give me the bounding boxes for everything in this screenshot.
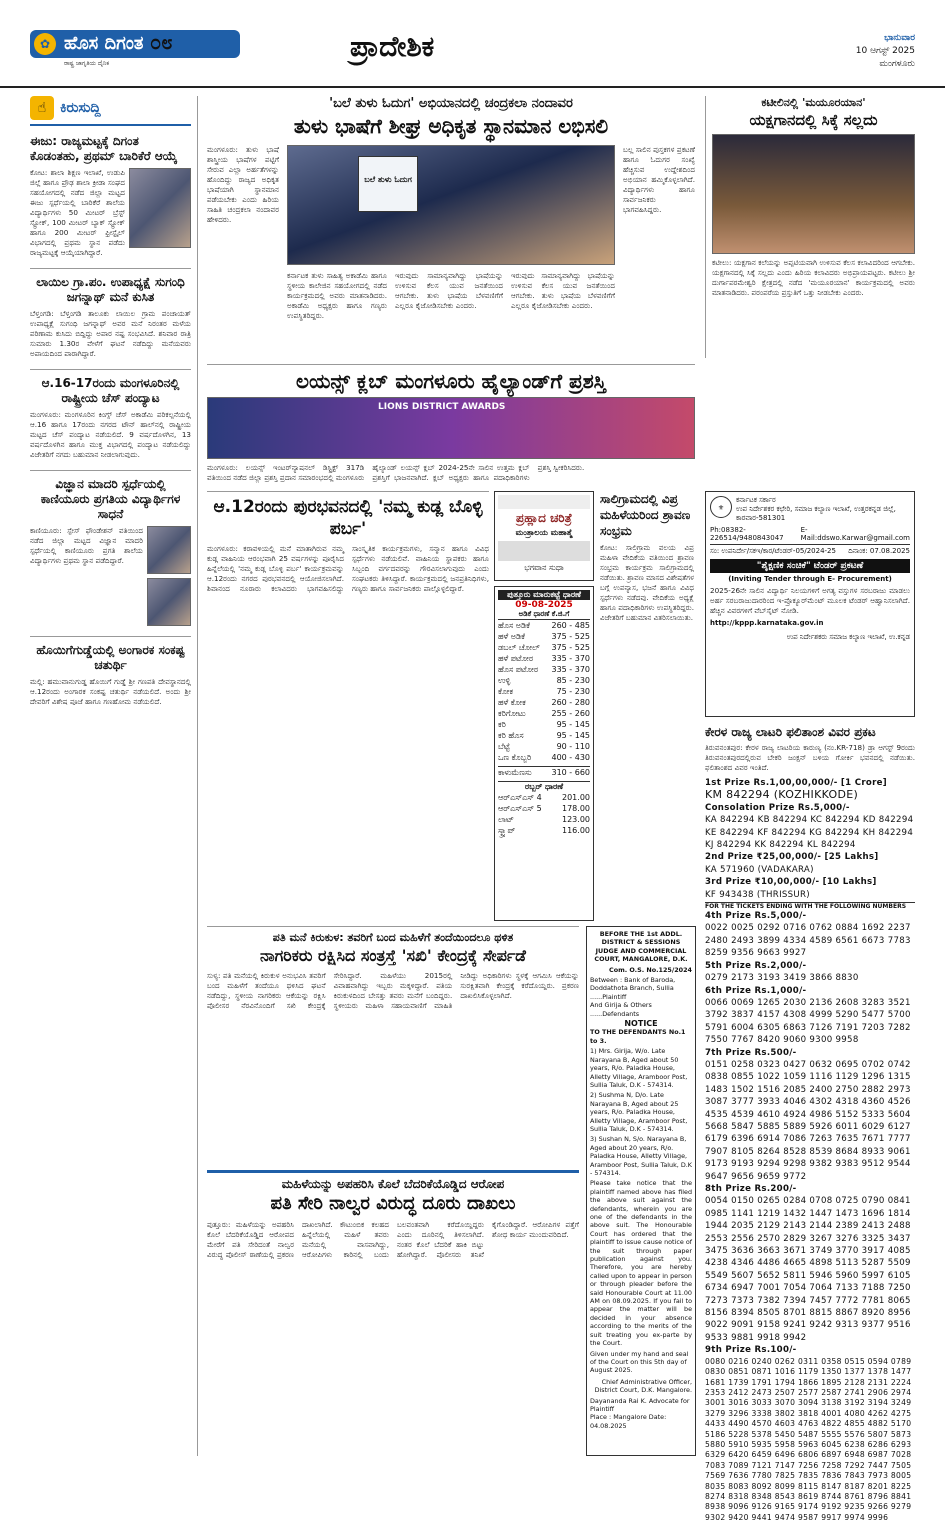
story2-headline[interactable]: ಲಾಯಿಲ ಗ್ರಾ.ಪಂ. ಉಪಾಧ್ಯಕ್ಷೆ ಸುಗಂಧಿ ಜಗನ್ನಾಥ್ ಮನೆ ಕುಸಿತ [30, 268, 191, 305]
market-rates [494, 586, 594, 921]
city-label: ಮಂಗಳೂರು [879, 59, 915, 69]
rate-label: ಕರಿಗೋಟು [498, 709, 526, 718]
rate-row [498, 653, 590, 664]
rate-label: ಹೊಸ ಅಡಿಕೆ [498, 621, 530, 630]
sakhi-story [207, 926, 579, 1164]
rate-row [498, 752, 590, 763]
rate-row [498, 730, 590, 741]
lottery-fourth-prize: 4th Prize Rs.5,000/- [705, 911, 807, 922]
sakhi-headline[interactable]: ನಾಗರಿಕರು ರಕ್ಷಿಸಿದ ಸಂತ್ರಸ್ತೆ 'ಸಖಿ' ಕೇಂದ್ರಕ್ಕೆ ಸೇರ್ಪಡೆ [260, 946, 526, 965]
left-column [30, 96, 198, 1456]
tender-number: ಸಂ: ಉಪನಿರ್ದೇ/ಸಕಇ/ಕಾರ/ಟೆಂಡರ್-05/2024-25 [710, 547, 836, 555]
rate-value: 400 - 430 [551, 753, 590, 762]
tender-ad[interactable] [705, 491, 915, 717]
rate-value: 85 - 230 [556, 676, 590, 685]
court-given: Given under my hand and seal of the Court on this 5th day of August 2025. [590, 1349, 689, 1375]
lottery-second-prize: 2nd Prize ₹25,00,000/- [25 Lakhs] [705, 852, 879, 863]
court-to: TO THE DEFENDANTS No.1 to 3. [590, 1028, 686, 1045]
tender-header: ಕರ್ನಾಟಕ ಸರ್ಕಾರ [736, 496, 776, 504]
lottery-second-number: KA 571960 (VADAKARA) [705, 864, 814, 875]
tender-email: E-Mail:ddswo.Karwar@gmail.com [800, 526, 910, 542]
court-notice-heading: NOTICE [624, 1019, 658, 1029]
rate-row [498, 814, 590, 825]
sakhi-body: ಸುಳ್ಯ: ಪತಿ ಮನೆಯಲ್ಲಿ ಕಿರುಕುಳ ಅನುಭವಿಸಿ ತವರಿಗೆ ಬಂದ ಮಹಿಳೆಗೆ ತಂದೆಯೂ ಥಳಿಸಿದ ಘಟನೆ ನಡೆದಿದ್ದು, ಸ್ಥಳೀಯ ನಾಗರಿಕರು ಆಕೆಯನ್ನು ರಕ್ಷಿಸಿ ಪೊಲೀಸರ ನೆರವಿನೊಂದಿಗೆ ಸಖಿ ಕೇಂದ್ರಕ್ಕೆ ಸೇರಿಸಿದ್ದಾರೆ. ಮಹಿಳೆಯು 2015ರಲ್ಲಿ ವಿವಾಹವಾಗಿದ್ದು ಇಬ್ಬರು ಮಕ್ಕಳಿದ್ದಾರೆ. ಪತಿಯ ಕಿರುಕುಳದಿಂದ ಬೇಸತ್ತು ತವರು ಮನೆಗೆ ಬಂದಿದ್ದರು. ಸ್ಥಳೀಯರು ಮಹಿಳಾ ಸಹಾಯವಾಣಿಗೆ ಮಾಹಿತಿ ನೀಡಿದ್ದು ಅಧಿಕಾರಿಗಳು ಸ್ಥಳಕ್ಕೆ ಆಗಮಿಸಿ ಆಕೆಯನ್ನು ಸುರಕ್ಷಿತವಾಗಿ ಕೇಂದ್ರಕ್ಕೆ ಕರೆದೊಯ್ದರು. ಪ್ರಕರಣ ದಾಖಲಿಸಿಕೊಳ್ಳಲಾಗಿದೆ. [207, 971, 579, 1010]
story4 [30, 526, 191, 626]
student-photo [147, 578, 191, 626]
rate-label: ಹೊಸ ಪಟೋರ [498, 665, 539, 674]
rate-value: 375 - 525 [551, 643, 590, 652]
court-place-date: Place : Mangalore Date: 04.08.2025 [590, 1413, 667, 1430]
event-banner: ಬಲೆ ತುಳು ಓದುಗ [358, 156, 418, 212]
rate-row [498, 631, 590, 642]
lottery-seventh-numbers: 0151 0258 0323 0427 0632 0695 0702 0742 0838 0855 1022 1059 1116 1129 1296 1315 1483 1502 1516 2085 2400 2750 2882 2973 3087 3777 3933 4046 4302 4318 4360 4526 4535 4539 4610 4924 4986 5152 5333 5604 5668 5847 5885 5889 5926 6011 6029 6127 6179 6396 6914 7086 7263 7635 7671 7777 7907 8105 8264 8528 8539 8684 8933 9061 9173 9193 9294 9298 9382 9383 9512 9544 9647 9656 9659 9772 [705, 1059, 911, 1182]
story1 [30, 168, 191, 258]
lions-story [207, 364, 695, 486]
rate-row [498, 675, 590, 686]
court-case: Com. O.S. No.125/2024 [609, 965, 692, 974]
sakhi-kicker: ಪತಿ ಮನೆ ಕಿರುಕುಳ: ತವರಿಗೆ ಬಂದ ಮಹಿಳೆಗೆ ತಂದೆಯಿಂದಲೂ ಥಳಿತ [272, 931, 514, 944]
lottery-eighth-numbers: 0054 0150 0265 0284 0708 0725 0790 0841 0985 1141 1219 1432 1447 1473 1696 1814 1944 2035 2129 2143 2144 2389 2413 2488 2553 2556 2570 2829 3267 3276 3325 3437 3475 3636 3663 3671 3749 3770 3917 4085 4238 4346 4486 4665 4898 5113 5287 5509 5549 5607 5652 5811 5946 5960 5997 6105 6734 6947 7001 7054 7064 7133 7188 7250 7273 7373 7382 7394 7457 7772 7781 8065 8156 8394 8505 8701 8815 8867 8920 8956 9022 9091 9158 9241 9242 9313 9377 9516 9533 9881 9918 9942 [705, 1196, 911, 1343]
lottery-sixth-numbers: 0066 0069 1265 2030 2136 2608 3283 3521 3792 3837 4157 4308 4999 5290 5477 5700 5791 6004 6305 6863 7126 7191 7203 7282 7550 7767 8420 9060 9300 9958 [705, 997, 911, 1046]
lottery-sixth-prize: 6th Prize Rs.1,000/- [705, 985, 807, 996]
prahlada-footer: ಭಗವಾನ ಸುಧಾ [524, 563, 564, 572]
kidnap-kicker: ಮಹಿಳೆಯನ್ನು ಅಪಹರಿಸಿ ಕೊಲೆ ಬೆದರಿಕೆಯೊಡ್ಡಿದ ಆರೋಪ [281, 1177, 505, 1191]
date-block [856, 32, 915, 71]
rate-label: ಹಳೆ ಪಟೋರ [498, 654, 534, 663]
tender-ref [710, 544, 910, 556]
rate-value: 95 - 145 [556, 731, 590, 740]
rubber-table [498, 792, 590, 836]
story2-body: ಬೆಳ್ತಂಗಡಿ: ಬೆಳ್ತಂಗಡಿ ತಾಲೂಕು ಲಾಯಿಲ ಗ್ರಾಮ ಪಂಚಾಯತ್ ಉಪಾಧ್ಯಕ್ಷೆ ಸುಗಂಧಿ ಜಗನ್ನಾಥ್ ಅವರ ಮನೆ ನಿರಂತರ ಮಳೆಯ ಪರಿಣಾಮ ಕುಸಿದು ಬಿದ್ದಿದ್ದು ಅಪಾರ ನಷ್ಟ ಸಂಭವಿಸಿದೆ. ಶನಿವಾರ ರಾತ್ರಿ ಸುಮಾರು 1.30ರ ವೇಳೆಗೆ ಘಟನೆ ನಡೆದಿದ್ದು ಮನೆಯವರು ಅಪಾಯದಿಂದ ಪಾರಾಗಿದ್ದಾರೆ. [30, 309, 191, 358]
court-officer: Chief Administrative Officer, District Court, D.K. Mangalore. [594, 1377, 692, 1395]
date-label: 10 ಆಗಸ್ಟ್ 2025 [855, 46, 915, 56]
rate-label: ಹಳೆ ಕೋಕ [498, 698, 526, 707]
rate-row [498, 708, 590, 719]
rubber-title: ರಬ್ಬರ್ ಧಾರಣೆ [498, 781, 590, 792]
yakshagana-kicker: ಕಟೀಲಿನಲ್ಲಿ 'ಮಯೂರಯಾನ' [761, 96, 866, 109]
section-title: ಪ್ರಾದೇಶಿಕ [350, 30, 435, 63]
lottery-intro: ತಿರುವನಂತಪುರ: ಕೇರಳ ರಾಜ್ಯ ಲಾಟರಿಯ ಕಾರುಣ್ಯ (ನಂ.KR-718) ಡ್ರಾ ಆಗಸ್ಟ್ 9ರಂದು ತಿರುವನಂತಪುರದಲ್ಲಿರುವ ಬೇಕರಿ ಜಂಕ್ಷನ್ ಬಳಿಯ ಗೋರ್ಕಿ ಭವನದಲ್ಲಿ ನಡೆಯಿತು. ಫಲಿತಾಂಶದ ವಿವರ ಇಂತಿದೆ. [705, 743, 915, 772]
hand-pointer-icon: ☝ [30, 96, 54, 120]
story4-headline[interactable]: ವಿಜ್ಞಾನ ಮಾದರಿ ಸ್ಪರ್ಧೆಯಲ್ಲಿ ಕಾಣಿಯೂರು ಪ್ರಗತಿಯ ವಿದ್ಯಾರ್ಥಿಗಳ ಸಾಧನೆ [30, 470, 191, 522]
purabhavana-story [207, 491, 489, 757]
lottery-ninth-numbers: 0080 0216 0240 0262 0311 0358 0515 0594 0789 0830 0851 0871 1016 1179 1350 1377 1378 1477 1681 1739 1791 1794 1866 1895 2128 2131 2224 2353 2412 2473 2507 2577 2587 2741 2906 2974 3001 3016 3033 3070 3094 3138 3192 3194 3249 3279 3296 3338 3802 3818 4001 4080 4262 4275 4433 4490 4570 4603 4763 4822 4855 4882 5170 5186 5228 5378 5450 5487 5555 5576 5807 5873 5880 5910 5935 5958 5963 6045 6238 6286 6293 6329 6420 6459 6496 6806 6897 6948 6987 7028 7083 7089 7121 7147 7256 7258 7292 7447 7505 7569 7636 7780 7825 7835 7836 7843 7973 8005 8035 8083 8092 8099 8115 8147 8187 8201 8225 8274 8318 8348 8543 8619 8744 8761 8796 8841 8938 9096 9126 9165 9174 9192 9235 9266 9279 9302 9420 9441 9474 9587 9917 9974 9996 [705, 1356, 912, 1522]
lead-body-4: ಬಲ್ಲ ಸಾಲಿನ ಪುಸ್ತಕಗಳ ಪ್ರಕಟಣೆ ಹಾಗೂ ಓದುಗರ ಸಂಖ್ಯೆ ಹೆಚ್ಚಿಸುವ ಉದ್ದೇಶದಿಂದ ಅಭಿಯಾನ ಹಮ್ಮಿಕೊಳ್ಳಲಾಗಿದೆ. ವಿದ್ಯಾರ್ಥಿಗಳು ಹಾಗೂ ಸಾರ್ವಜನಿಕರು ಭಾಗವಹಿಸಿದ್ದರು. [623, 145, 695, 214]
rate-row [498, 792, 590, 803]
lottery-seventh-prize: 7th Prize Rs.500/- [705, 1047, 797, 1058]
lead-body-3: ಇರುವುದು ಸಾಮಾನ್ಯವಾಗಿದ್ದು ಭಾಷೆಯನ್ನು ಉಳಿಸುವ ಕೆಲಸ ಯುವ ಜನತೆಯಿಂದ ಆಗಬೇಕು. ತುಳು ಭಾಷೆಯ ಬೆಳವಣಿಗೆಗೆ ಎಲ್ಲರೂ ಕೈಜೋಡಿಸಬೇಕು ಎಂದರು. [395, 271, 503, 310]
lottery-consolation: Consolation Prize Rs.5,000/- [705, 802, 850, 813]
kidnap-story [207, 1170, 579, 1456]
kidnap-headline[interactable]: ಪತಿ ಸೇರಿ ನಾಲ್ವರ ವಿರುದ್ಧ ದೂರು ದಾಖಲು [270, 1193, 516, 1214]
lions-headline[interactable]: ಲಯನ್ಸ್ ಕ್ಲಬ್ ಮಂಗಳೂರು ಹೈಲ್ಯಾಂಡ್‌ಗೆ ಪ್ರಶಸ್ತಿ [295, 369, 606, 393]
lottery-fifth-numbers: 0279 2173 3193 3419 3866 8830 [705, 973, 859, 984]
brief-header [30, 96, 191, 126]
rate-value: 95 - 145 [556, 720, 590, 729]
market-table [498, 620, 590, 763]
rate-label: ಕರಿ ಹೊಸ [498, 731, 524, 740]
story5-headline[interactable]: ಹೊಯಿಗೆಗುಡ್ಡೆಯಲ್ಲಿ ಅಂಗಾರಕ ಸಂಕಷ್ಟ ಚತುರ್ಥಿ [30, 636, 191, 673]
rate-row [498, 686, 590, 697]
lead-body-3b: ಇರುವುದು ಸಾಮಾನ್ಯವಾಗಿದ್ದು ಭಾಷೆಯನ್ನು ಉಳಿಸುವ ಕೆಲಸ ಯುವ ಜನತೆಯಿಂದ ಆಗಬೇಕು. ತುಳು ಭಾಷೆಯ ಬೆಳವಣಿಗೆಗೆ ಎಲ್ಲರೂ ಕೈಜೋಡಿಸಬೇಕು ಎಂದರು. [511, 271, 615, 310]
tender-date: ದಿನಾಂಕ: 07.08.2025 [848, 547, 910, 555]
story1-photo [129, 168, 191, 248]
tender-title: "ಶೈಕ್ಷಣಿಕ ಸಂಚಿಕೆ" ಟೆಂಡರ್ ಪ್ರಕಟಣೆ [710, 559, 910, 573]
story4-photos [147, 526, 191, 626]
lottery-fifth-prize: 5th Prize Rs.2,000/- [705, 960, 807, 971]
newspaper-logo[interactable] [30, 30, 240, 80]
rate-row [498, 803, 590, 814]
rate-value: 75 - 230 [556, 687, 590, 696]
rate-value: 90 - 110 [556, 742, 590, 751]
story3-headline[interactable]: ಆ.16-17ರಂದು ಮಂಗಳೂರಿನಲ್ಲಿ ರಾಷ್ಟ್ರೀಯ ಚೆಸ್ ಪಂದ್ಯಾಟ [30, 369, 191, 406]
story4-body: ಕಾಣಿಯೂರು: ಸ್ಪೇಸ್ ಫೌಂಡೇಶನ್ ವತಿಯಿಂದ ನಡೆದ ಜಿಲ್ಲಾ ಮಟ್ಟದ ವಿಜ್ಞಾನ ಮಾದರಿ ಸ್ಪರ್ಧೆಯಲ್ಲಿ ಕಾಣಿಯೂರು ಪ್ರಗತಿ ಶಾಲೆಯ ವಿದ್ಯಾರ್ಥಿಗಳು ಪ್ರಥಮ ಸ್ಥಾನ ಪಡೆದಿದ್ದಾರೆ. [30, 526, 143, 565]
prahlada-subtitle: ಮಂತ್ರಾಲಯ ಮಹಾತ್ಮೆ [515, 528, 573, 537]
student-photo [147, 526, 191, 574]
rate-row [498, 620, 590, 631]
rate-row [498, 697, 590, 708]
lead-kicker: 'ಬಲೆ ತುಳು ಓದುಗ' ಅಭಿಯಾನದಲ್ಲಿ ಚಂದ್ರಕಲಾ ನಂದಾವರ [329, 96, 573, 111]
logo-emblem-icon: ✿ [34, 33, 56, 55]
market-date: 09-08-2025 [515, 600, 573, 610]
lottery-consolation-numbers: KA 842294 KB 842294 KC 842294 KD 842294 KE 842294 KF 842294 KG 842294 KH 842294 KJ 842294 KK 842294 KL 842294 [705, 815, 914, 851]
yakshagana-body: ಕಟೀಲು: ಯಕ್ಷಗಾನ ಕಲೆಯನ್ನು ಅಪ್ಪಟಿಯವಾಗಿ ಉಳಿಸುವ ಕೆಲಸ ಕಲಾವಿದರಿಂದ ಆಗಬೇಕು. ಯಕ್ಷಗಾನದಲ್ಲಿ ಸಿಕ್ಕೆ ಸಲ್ಲದು ಎಂದು ಹಿರಿಯ ಕಲಾವಿದರು ಅಭಿಪ್ರಾಯಪಟ್ಟರು. ಕಟೀಲು ಶ್ರೀ ದುರ್ಗಾಪರಮೇಶ್ವರಿ ಕ್ಷೇತ್ರದಲ್ಲಿ ನಡೆದ 'ಮಯೂರಯಾನ' ಕಾರ್ಯಕ್ರಮದಲ್ಲಿ ಅವರು ಮಾತನಾಡಿದರು. ಪರಂಪರೆಯ ಪ್ರಸ್ತುತಿಗೆ ಒತ್ತು ನೀಡಬೇಕು ಎಂದರು. [712, 258, 915, 297]
lottery-fourth-numbers: 0022 0025 0292 0716 0762 0884 1692 2237 2480 2493 3899 4334 4589 6561 6673 7783 8259 9356 9663 9927 [705, 923, 911, 959]
lottery-first-prize: 1st Prize Rs.1,00,00,000/- [1 Crore] [705, 778, 887, 788]
masthead [0, 0, 945, 88]
market-subtitle: ಅಡಿಕೆ ಧಾರಣೆ ಕೆ.ಜಿ.ಗೆ [498, 610, 590, 620]
court-title: BEFORE THE 1st ADDL. DISTRICT & SESSIONS JUDGE AND COMMERCIAL COURT, MANGALORE, D.K. [594, 930, 688, 964]
pepper-row [498, 766, 590, 778]
rate-label: ಸ್ಕ್ರ್ಯಾಪ್ [498, 826, 516, 835]
rate-value: 201.00 [562, 793, 590, 802]
yakshagana-photo [712, 134, 915, 254]
logo-title: ಹೊಸ ದಿಗಂತ [30, 30, 240, 58]
lead-body-2: ಕರ್ನಾಟಕ ತುಳು ಸಾಹಿತ್ಯ ಅಕಾಡೆಮಿ ಹಾಗೂ ಸ್ಥಳೀಯ ಕಾಲೇಜಿನ ಸಹಯೋಗದಲ್ಲಿ ನಡೆದ ಕಾರ್ಯಕ್ರಮದಲ್ಲಿ ಅವರು ಮಾತನಾಡಿದರು. ಅಕಾಡೆಮಿ ಅಧ್ಯಕ್ಷರು ಹಾಗೂ ಗಣ್ಯರು ಉಪಸ್ಥಿತರಿದ್ದರು. [287, 271, 387, 320]
tender-office: ಉಪ ನಿರ್ದೇಶಕರ ಕಛೇರಿ, ಸಮಾಜ ಕಲ್ಯಾಣ ಇಲಾಖೆ, ಉತ್ತರಕನ್ನಡ ಜಿಲ್ಲೆ, ಕಾರವಾರ-581301 [736, 505, 896, 522]
lead-body-1: ಮಂಗಳೂರು: ತುಳು ಭಾಷೆ ಶಾಸ್ತ್ರೀಯ ಭಾಷೆಗಳ ಪಟ್ಟಿಗೆ ಸೇರುವ ಎಲ್ಲಾ ಅರ್ಹತೆಗಳನ್ನು ಹೊಂದಿದ್ದು ರಾಜ್ಯದ ಅಧಿಕೃತ ಭಾಷೆಯಾಗಿ ಸ್ಥಾನಮಾನ ಪಡೆಯಬೇಕು ಎಂದು ಹಿರಿಯ ಸಾಹಿತಿ ಚಂದ್ರಕಲಾ ನಂದಾವರ ಹೇಳಿದರು. [207, 145, 279, 224]
lions-banner: LIONS DISTRICT AWARDS [378, 402, 506, 412]
rate-value: 335 - 370 [551, 654, 590, 663]
rate-row [498, 825, 590, 836]
lottery-first-number: KM 842294 (KOZHIKKODE) [705, 788, 859, 802]
lottery-ninth-prize: 9th Prize Rs.100/- [705, 1345, 797, 1356]
lead-photo [287, 145, 615, 265]
court-and: And Girija & Others ......Defendants [590, 1001, 652, 1018]
tender-body: 2025-26ನೇ ಸಾಲಿನ ವಿದ್ಯಾರ್ಥಿ ನಿಲಯಗಳಿಗೆ ಅಗತ್ಯ ವಸ್ತುಗಳ ಸರಬರಾಜು ಮಾಡಲು ಅರ್ಹ ಸರಬರಾಜುದಾರರಿಂದ ಇ-ಪ್ರೊಕ್ಯೂರ್‌ಮೆಂಟ್ ಮೂಲಕ ಟೆಂಡರ್ ಆಹ್ವಾನಿಸಲಾಗಿದೆ. ಹೆಚ್ಚಿನ ವಿವರಗಳಿಗೆ ವೆಬ್‌ಸೈಟ್ ನೋಡಿ. [710, 586, 910, 615]
pepper-label: ಕಾಳುಮೆಣಸು [498, 768, 532, 777]
tender-signatory: ಉಪ ನಿರ್ದೇಶಕರು ಸಮಾಜ ಕಲ್ಯಾಣ ಇಲಾಖೆ, ಉ.ಕನ್ನಡ [786, 633, 910, 641]
story5-body: ಮಲ್ಲಿ: ಹಮುವಾನುಗುಡ್ಡ ಹೊಯಿಗೆ ಗುಡ್ಡೆ ಶ್ರೀ ಗಣಪತಿ ದೇವಸ್ಥಾನದಲ್ಲಿ ಆ.12ರಂದು ಅಂಗಾರಕ ಸಂಕಷ್ಟ ಚತುರ್ಥಿ ನಡೆಯಲಿದೆ. ಅಂದು ಶ್ರೀ ದೇವರಿಗೆ ವಿಶೇಷ ಪೂಜೆ ಹಾಗೂ ಗಣಹೋಮ ನಡೆಯಲಿದೆ. [30, 677, 191, 706]
lottery-results [705, 724, 915, 1522]
lions-photo [207, 397, 695, 459]
tender-header-row [710, 496, 910, 523]
lottery-third-number: KF 943438 (THRISSUR) [705, 889, 810, 900]
lottery-third-prize: 3rd Prize ₹10,00,000/- [10 Lakhs] [705, 877, 877, 888]
rate-value: 116.00 [562, 826, 590, 835]
tender-title-en: (Inviting Tender through E- Procurement) [728, 575, 892, 583]
rate-label: ಆರ್‌ಎಸ್‌ಎಸ್ 4 [498, 793, 542, 802]
rate-label: ಒಣ ಕೊಬ್ಬರಿ [498, 753, 532, 762]
lottery-eighth-prize: 8th Prize Rs.200/- [705, 1184, 797, 1194]
rate-value: 123.00 [562, 815, 590, 824]
lottery-endings-note: FOR THE TICKETS ENDING WITH THE FOLLOWING NUMBERS [705, 902, 915, 910]
saligrama-body: ಕೋಟ: ಸಾಲಿಗ್ರಾಮ ವಲಯ ವಿಪ್ರ ಮಹಿಳಾ ವೇದಿಕೆಯ ವತಿಯಿಂದ ಶ್ರಾವಣ ಸಂಭ್ರಮ ಕಾರ್ಯಕ್ರಮ ಸಾಲಿಗ್ರಾಮದಲ್ಲಿ ನಡೆಯಿತು. ಶ್ರಾವಣ ಮಾಸದ ವಿಶೇಷತೆಗಳ ಬಗ್ಗೆ ಉಪನ್ಯಾಸ, ಭಜನೆ ಹಾಗೂ ವಿವಿಧ ಸ್ಪರ್ಧೆಗಳು ನಡೆದವು. ವೇದಿಕೆಯ ಅಧ್ಯಕ್ಷೆ ಹಾಗೂ ಪದಾಧಿಕಾರಿಗಳು ಉಪಸ್ಥಿತರಿದ್ದರು. ವಿಜೇತರಿಗೆ ಬಹುಮಾನ ವಿತರಿಸಲಾಯಿತು. [600, 543, 694, 622]
lottery-title[interactable]: ಕೇರಳ ರಾಜ್ಯ ಲಾಟರಿ ಫಲಿತಾಂಶ ವಿವರ ಪ್ರಕಟ [705, 725, 876, 739]
rate-label: ಹಳೆ ಅಡಿಕೆ [498, 632, 525, 641]
court-between: Between : Bank of Baroda, Doddathota Branch, Sullia ......Plaintiff [590, 976, 676, 1001]
kidnap-body: ಪುತ್ತೂರು: ಮಹಿಳೆಯನ್ನು ಅಪಹರಿಸಿ ಕೊಲೆ ಬೆದರಿಕೆಯೊಡ್ಡಿದ ಆರೋಪದ ಮೇರೆಗೆ ಪತಿ ಸೇರಿದಂತೆ ನಾಲ್ವರ ವಿರುದ್ಧ ಪೊಲೀಸ್ ಠಾಣೆಯಲ್ಲಿ ಪ್ರಕರಣ ದಾಖಲಾಗಿದೆ. ಕೌಟುಂಬಿಕ ಕಲಹದ ಹಿನ್ನೆಲೆಯಲ್ಲಿ ಮಹಿಳೆ ತವರು ಮನೆಯಲ್ಲಿ ವಾಸವಾಗಿದ್ದು, ಆರೋಪಿಗಳು ಕಾರಿನಲ್ಲಿ ಬಂದು ಬಲವಂತವಾಗಿ ಕರೆದೊಯ್ದಿದ್ದರು ಎಂದು ದೂರಿನಲ್ಲಿ ತಿಳಿಸಲಾಗಿದೆ. ನಂತರ ಕೊಲೆ ಬೆದರಿಕೆ ಹಾಕಿ ಬಿಟ್ಟು ಹೋಗಿದ್ದಾರೆ. ಪೊಲೀಸರು ತನಿಖೆ ಕೈಗೊಂಡಿದ್ದಾರೆ. ಆರೋಪಿಗಳ ಪತ್ತೆಗೆ ಶೋಧ ಕಾರ್ಯ ಮುಂದುವರಿದಿದೆ. [207, 1220, 579, 1259]
court-body: Please take notice that the plaintiff named above has filed the above suit against the defendants, wherein you are one of the defendants in the above suit. The Honourable Court has ordered that the plaintiff to issue cause notice of the suit through paper publication against you. Therefore, you are hereby called upon to appear in person or through pleader before the said Honourable Court at 11.00 AM on 08.09.2025. If you fail to appear the matter will be decided in your absence according to the merits of the suit treating you ex-parte by the Court. [590, 1179, 692, 1348]
tender-phone: Ph:08382-226514/9480843047 [710, 526, 784, 542]
purabhavana-body: ಮಂಗಳೂರು: ಕರಾವಳಿಯಲ್ಲಿ ಮನೆ ಮಾತಾಗಿರುವ ನಮ್ಮ ಕುಡ್ಲ ವಾಹಿನಿಯ ಆರಂಭವಾಗಿ 25 ವರ್ಷಗಳನ್ನು ಪೂರೈಸಿದ ಹಿನ್ನೆಲೆಯಲ್ಲಿ 'ನಮ್ಮ ಕುಡ್ಲ ಬೊಳ್ಳಿ ಪರ್ಬ' ಕಾರ್ಯಕ್ರಮವನ್ನು ಆ.12ರಂದು ನಗರದ ಪುರಭವನದಲ್ಲಿ ಆಯೋಜಿಸಲಾಗಿದೆ. ಶಿವಾನಂದ ನೂರಾರು ಕಲಾವಿದರು ಭಾಗವಹಿಸಲಿದ್ದು ಸಾಂಸ್ಕೃತಿಕ ಕಾರ್ಯಕ್ರಮಗಳು, ಸನ್ಮಾನ ಹಾಗೂ ವಿವಿಧ ಸ್ಪರ್ಧೆಗಳು ನಡೆಯಲಿವೆ. ವಾಹಿನಿಯ ಸ್ಥಾಪಕರು ಹಾಗೂ ಸಿಬ್ಬಂದಿ ವರ್ಗದವರನ್ನು ಗೌರವಿಸಲಾಗುವುದು ಎಂದು ಸಂಘಟಕರು ತಿಳಿಸಿದ್ದಾರೆ. ಕಾರ್ಯಕ್ರಮದಲ್ಲಿ ಜನಪ್ರತಿನಿಧಿಗಳು, ಗಣ್ಯರು ಹಾಗೂ ಸಾರ್ವಜನಿಕರು ಪಾಲ್ಗೊಳ್ಳಲಿದ್ದಾರೆ. [207, 544, 489, 593]
rate-row [498, 719, 590, 730]
rate-value: 260 - 280 [551, 698, 590, 707]
rate-row [498, 642, 590, 653]
court-advocate: Dayananda Rai K. Advocate for Plaintiff [590, 1396, 690, 1413]
page-number: ೦೮ [150, 30, 173, 54]
purabhavana-headline[interactable]: ಆ.12ರಂದು ಪುರಭವನದಲ್ಲಿ 'ನಮ್ಮ ಕುಡ್ಲ ಬೊಳ್ಳಿ ಪರ್ಬ' [213, 497, 483, 539]
rate-label: ಆರ್‌ಎಸ್‌ಎಸ್ 5 [498, 804, 542, 813]
rate-value: 375 - 525 [551, 632, 590, 641]
rate-label: ಕರಿ [498, 720, 506, 729]
government-emblem-icon: ⚜ [710, 496, 732, 518]
story1-headline[interactable]: ಈಜು: ರಾಜ್ಯಮಟ್ಟಕ್ಕೆ ದಿಗಂತ ಕೊಡಂತಹು, ಪ್ರಥಮ್ ಬಾರಿಕೆರೆ ಆಯ್ಕೆ [30, 134, 178, 163]
tender-website[interactable]: http://kppp.karnataka.gov.in [710, 619, 824, 627]
rate-label: ಬೆಟ್ಟೆ [498, 742, 510, 751]
story3-body: ಮಂಗಳೂರು: ಮಂಗಳೂರಿನ ಕಿಂಗ್ಸ್ ಚೆಸ್ ಅಕಾಡೆಮಿ ಪರಿಕಲ್ಪನೆಯಲ್ಲಿ ಆ.16 ಹಾಗೂ 17ರಂದು ನಗರದ ಟೌನ್ ಹಾಲ್‌ನಲ್ಲಿ ರಾಷ್ಟ್ರೀಯ ಮಟ್ಟದ ಚೆಸ್ ಪಂದ್ಯಾಟ ನಡೆಯಲಿದೆ. 9 ವರ್ಷದೊಳಗಿನ, 13 ವರ್ಷದೊಳಗಿನ ಹಾಗೂ ಮುಕ್ತ ವಿಭಾಗದಲ್ಲಿ ಪಂದ್ಯಾಟ ನಡೆಯಲಿದ್ದು ವಿಜೇತರಿಗೆ ನಗದು ಬಹುಮಾನ ನೀಡಲಾಗುವುದು. [30, 410, 191, 459]
lead-story [207, 96, 695, 358]
rate-value: 178.00 [562, 804, 590, 813]
logo-subtitle: ರಾಷ್ಟ್ರ ಜಾಗೃತಿಯ ದೈನಿಕ [64, 60, 110, 67]
saligrama-headline[interactable]: ಸಾಲಿಗ್ರಾಮದಲ್ಲಿ ವಿಪ್ರ ಮಹಿಳೆಯರಿಂದ ಶ್ರಾವಣ ಸಂಭ್ರಮ [600, 492, 691, 538]
prahlada-title: ಪ್ರಹ್ಲಾದ ಚರಿತ್ರೆ [515, 511, 572, 525]
court-defendant-3: 3) Sushan N, S/o. Narayana B, Aged about 20 years, R/o. Paladka House, Alletty Village, Aramboor Post, Sullia Taluk, D.K - 574314. [590, 1135, 692, 1177]
tender-contact [710, 526, 910, 542]
court-notice[interactable] [586, 926, 696, 1456]
yakshagana-headline[interactable]: ಯಕ್ಷಗಾನದಲ್ಲಿ ಸಿಕ್ಕೆ ಸಲ್ಲದು [749, 111, 878, 129]
rate-label: ಉಳ್ಳಿ [498, 676, 511, 685]
court-defendant-2: 2) Sushma N, D/o. Late Narayana B, Aged about 25 years, R/o. Paladka House, Alletty Village, Aramboor Post, Sullia Taluk, D.K - 574314. [590, 1091, 688, 1133]
lead-body-area [207, 145, 695, 369]
lead-headline[interactable]: ತುಳು ಭಾಷೆಗೆ ಶೀಘ್ರ ಅಧಿಕೃತ ಸ್ಥಾನಮಾನ ಲಭಿಸಲಿ [293, 114, 609, 138]
rate-value: 255 - 260 [551, 709, 590, 718]
day-label: ಭಾನುವಾರ [884, 33, 915, 43]
court-defendant-1: 1) Mrs. Girija, W/o. Late Narayana B, Aged about 50 years, R/o. Paladka House, Alletty Village, Aramboor Post, Sullia Taluk, D.K - 574314. [590, 1047, 688, 1089]
story1-body: ಕೋಟ: ಶಾಲಾ ಶಿಕ್ಷಣ ಇಲಾಖೆ, ಉಡುಪಿ ಜಿಲ್ಲೆ ಹಾಗೂ ಪ್ರೌಢ ಶಾಲಾ ಕ್ರೀಡಾ ಸಂಘದ ಸಹಯೋಗದಲ್ಲಿ ನಡೆದ ಜಿಲ್ಲಾ ಮಟ್ಟದ ಈಜು ಸ್ಪರ್ಧೆಯಲ್ಲಿ ಬಾರಿಕೆರೆ ಶಾಲೆಯ ವಿದ್ಯಾರ್ಥಿಗಳು 50 ಮೀಟರ್ ಬ್ರೆಸ್ಟ್ ಸ್ಟ್ರೋಕ್, 100 ಮೀಟರ್ ಬ್ಯಾಕ್ ಸ್ಟ್ರೋಕ್ ಹಾಗೂ 200 ಮೀಟರ್ ಫ್ರೀಸ್ಟೈಲ್ ವಿಭಾಗದಲ್ಲಿ ಪ್ರಥಮ ಸ್ಥಾನ ಪಡೆದು ರಾಜ್ಯಮಟ್ಟಕ್ಕೆ ಆಯ್ಕೆಯಾಗಿದ್ದಾರೆ. [30, 168, 125, 257]
rate-label: ಕೋಕ [498, 687, 513, 696]
rate-label: ಡಬಲ್ ಚೋಲ್ [498, 643, 540, 652]
brief-title: ಕಿರುಸುದ್ದಿ [60, 100, 101, 116]
rate-value: 260 - 485 [551, 621, 590, 630]
market-title: ಪುತ್ತೂರು ಮಾರುಕಟ್ಟೆ ಧಾರಣೆ [498, 590, 590, 600]
yakshagana-story [705, 96, 915, 358]
pepper-value: 310 - 660 [551, 768, 590, 777]
rate-row [498, 664, 590, 675]
tender-header-text [736, 496, 910, 523]
rate-value: 335 - 370 [551, 665, 590, 674]
rate-label: ಲಾಟ್ [498, 815, 514, 824]
rate-row [498, 741, 590, 752]
lions-body: ಮಂಗಳೂರು: ಲಯನ್ಸ್ ಇಂಟರ್‌ನ್ಯಾಷನಲ್ ಡಿಸ್ಟ್ರಿಕ್ಟ್ 317ಡಿ ವತಿಯಿಂದ ನಡೆದ ಜಿಲ್ಲಾ ಪ್ರಶಸ್ತಿ ಪ್ರದಾನ ಸಮಾರಂಭದಲ್ಲಿ ಮಂಗಳೂರು ಹೈಲ್ಯಾಂಡ್ ಲಯನ್ಸ್ ಕ್ಲಬ್ 2024-25ನೇ ಸಾಲಿನ ಉತ್ತಮ ಕ್ಲಬ್ ಪ್ರಶಸ್ತಿಗೆ ಭಾಜನವಾಗಿದೆ. ಕ್ಲಬ್ ಅಧ್ಯಕ್ಷರು ಹಾಗೂ ಪದಾಧಿಕಾರಿಗಳು ಪ್ರಶಸ್ತಿ ಸ್ವೀಕರಿಸಿದರು. [207, 463, 585, 482]
